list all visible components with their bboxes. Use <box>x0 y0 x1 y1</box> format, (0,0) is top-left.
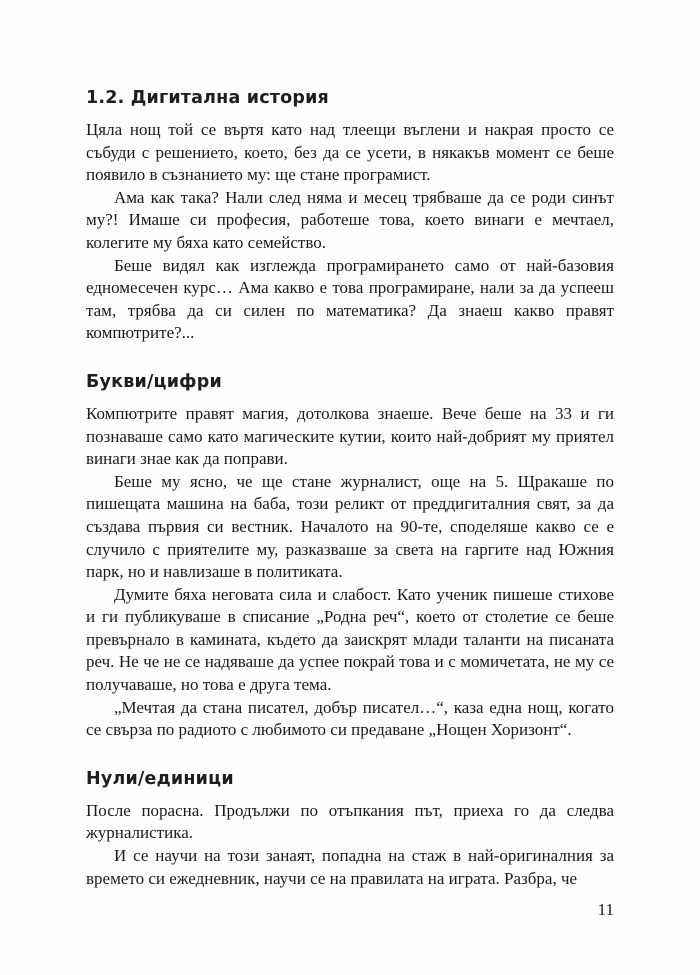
paragraph: Компютрите правят магия, дотолкова знаеше. Вече беше на 33 и ги познаваше само като магическите кутии, които най-добрият му приятел винаги знае как да поправи. <box>86 403 614 469</box>
section-zeros-ones <box>86 768 614 890</box>
section-digital-history <box>86 87 614 345</box>
paragraph: Беше му ясно, че ще стане журналист, още на 5. Щракаше по пишещата машина на баба, този реликт от преддигиталния свят, за да създава първия си вестник. Началото на 90-те, споделяше какво се е случило с приятелите му, разказваше за света на гаргите над Южния парк, но и навлизаше в политиката. <box>86 471 614 582</box>
paragraph: После порасна. Продължи по отъпкания път, приеха го да следва журналистика. <box>86 800 614 843</box>
section-heading: 1.2. Дигитална история <box>86 88 329 108</box>
page-content <box>86 87 614 890</box>
section-heading: Букви/цифри <box>86 371 222 392</box>
paragraph: И се научи на този занаят, попадна на стаж в най-оригиналния за времето си ежедневник, научи се на правилата на играта. Разбра, че <box>86 846 614 888</box>
paragraph: „Мечтая да стана писател, добър писател…“, каза една нощ, когато се свърза по радиото с любимото си предаване „Нощен Хоризонт“. <box>86 697 614 740</box>
paragraph: Цяла нощ той се въртя като над тлеещи въглени и накрая просто се събуди с решението, което, без да се усети, в някакъв момент се беше появило в съзнанието му: ще стане програмист. <box>86 120 614 185</box>
paragraph: Беше видял как изглежда програмирането само от най-базовия едномесечен курс… Ама какво е това програмиране, нали за да успееш там, трябва да си силен по математика? Да знаеш какво правят компютрите?... <box>86 255 614 343</box>
section-heading: Нули/единици <box>86 768 234 789</box>
page-number: 11 <box>597 900 614 919</box>
paragraph: Думите бяха неговата сила и слабост. Като ученик пишеше стихове и ги публикуваше в списание „Родна реч“, което от столетие се беше превърнало в камината, където да заискрят млади таланти на писаната реч. Не че не се надяваше да успее покрай това и с момичетата, не му се получаваше, но това е друга тема. <box>86 584 614 695</box>
section-letters-digits <box>86 371 614 742</box>
paragraph: Ама как така? Нали след няма и месец трябваше да се роди синът му?! Имаше си професия, работеше това, което винаги е мечтаел, колегите му бяха като семейство. <box>86 187 614 252</box>
